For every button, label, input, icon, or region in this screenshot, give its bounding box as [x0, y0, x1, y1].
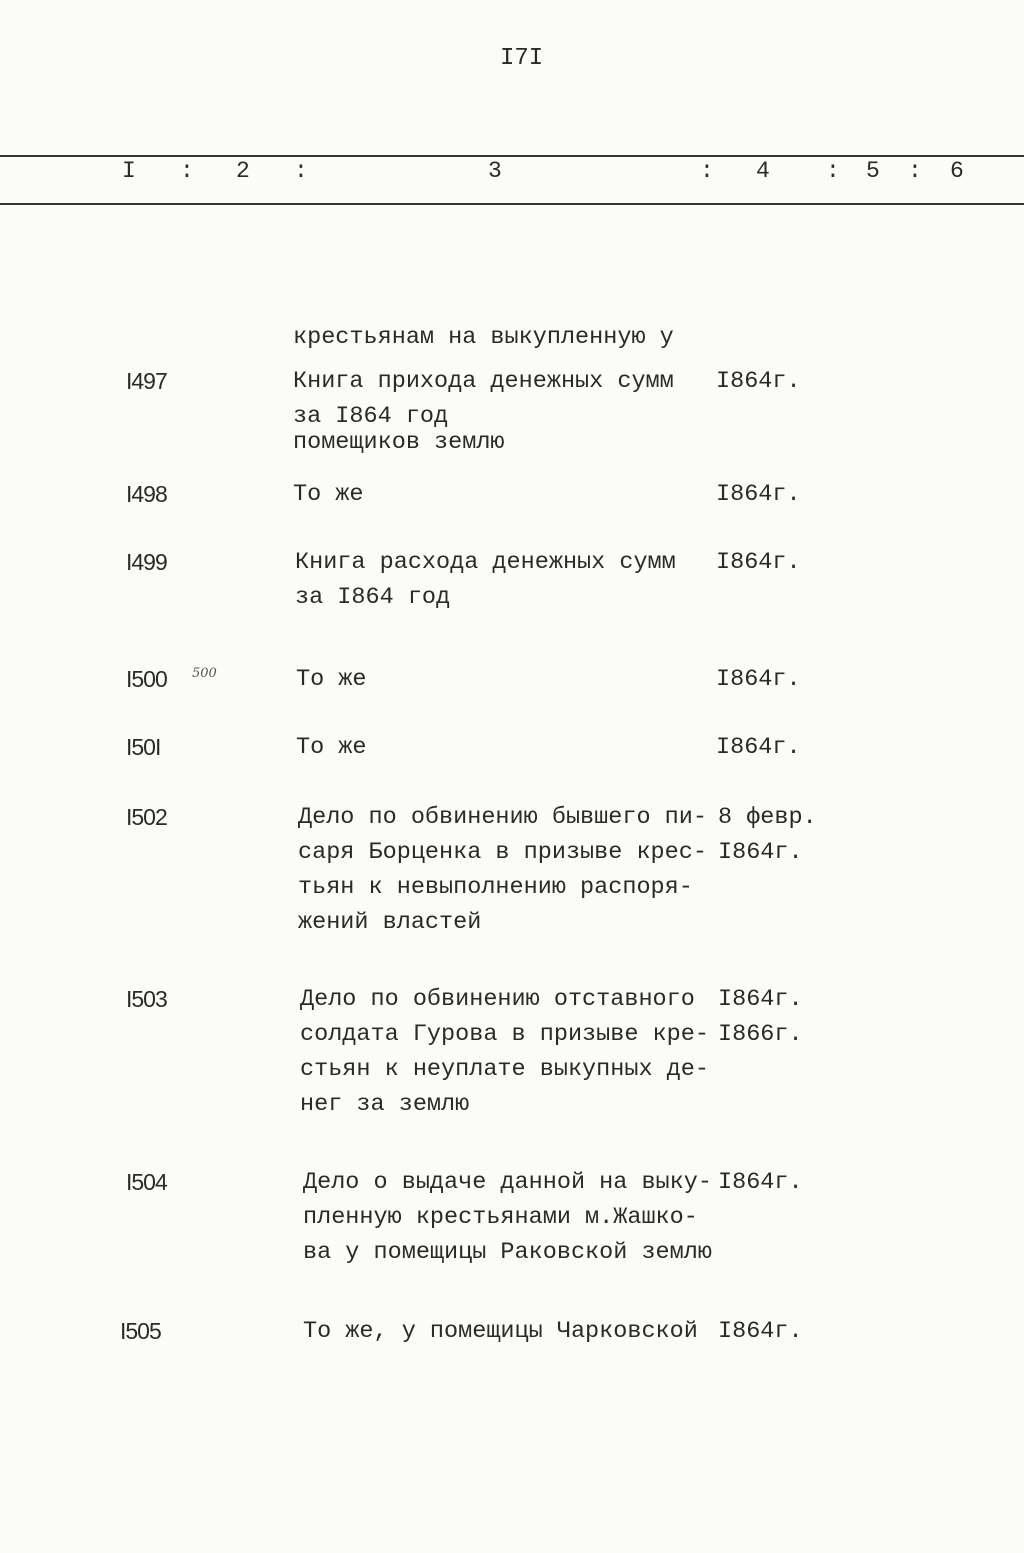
- date-line: I864г.: [718, 1169, 803, 1196]
- entry-number: I499: [126, 549, 167, 575]
- description-line: нег за землю: [300, 1091, 470, 1118]
- date-line: I864г.: [716, 481, 801, 508]
- entry-number: I498: [126, 481, 167, 507]
- entry-number: I502: [126, 804, 167, 830]
- entry-dates: [718, 800, 817, 870]
- entry-dates: [716, 545, 801, 580]
- date-line: 8 февр.: [718, 804, 817, 831]
- description-line: Дело по обвинению отставного: [300, 986, 695, 1013]
- description-line: солдата Гурова в призыве кре-: [300, 1021, 709, 1048]
- entry-description: [300, 982, 709, 1122]
- date-line: I864г.: [718, 839, 803, 866]
- entry-dates: [716, 364, 801, 399]
- description-line: То же: [296, 666, 367, 693]
- column-separator: :: [908, 158, 922, 184]
- column-header-6: 6: [950, 158, 964, 184]
- description-line: тьян к невыполнению распоря-: [298, 874, 693, 901]
- date-line: I864г.: [716, 368, 801, 395]
- entry-description: [296, 662, 367, 697]
- column-header-2: 2: [236, 158, 250, 184]
- column-separator: :: [700, 158, 714, 184]
- date-line: I864г.: [716, 734, 801, 761]
- entry-description: [296, 730, 367, 765]
- handwritten-note: 500: [192, 666, 217, 681]
- entry-dates: [718, 1165, 803, 1200]
- entry-number: I50I: [126, 734, 161, 760]
- table-header-bottom-rule: [0, 203, 1024, 205]
- description-line: То же: [296, 734, 367, 761]
- description-line: помещиков землю: [293, 429, 505, 456]
- entry-dates: [718, 1314, 803, 1349]
- description-line: за I864 год: [295, 584, 451, 611]
- entry-number: I503: [126, 986, 167, 1012]
- date-line: I864г.: [716, 549, 801, 576]
- entry-description: [303, 1314, 698, 1349]
- entry-number: I497: [126, 368, 167, 394]
- description-line: То же, у помещицы Чарковской: [303, 1318, 698, 1345]
- entry-number: I504: [126, 1169, 167, 1195]
- entry-description: [298, 800, 707, 940]
- description-line: жений властей: [298, 909, 482, 936]
- description-line: То же: [293, 481, 364, 508]
- description-line: ва у помещицы Раковской землю: [303, 1239, 712, 1266]
- description-line: крестьянам на выкупленную у: [293, 324, 674, 351]
- column-separator: :: [294, 158, 308, 184]
- description-line: пленную крестьянами м.Жашко-: [303, 1204, 698, 1231]
- column-separator: :: [826, 158, 840, 184]
- description-line: за I864 год: [293, 403, 449, 430]
- column-header-4: 4: [756, 158, 770, 184]
- table-header-top-rule: [0, 155, 1024, 157]
- date-line: I864г.: [716, 666, 801, 693]
- description-line: стьян к неуплате выкупных де-: [300, 1056, 709, 1083]
- entry-number: I505: [120, 1318, 161, 1344]
- date-line: I864г.: [718, 986, 803, 1013]
- column-header-3: 3: [488, 158, 502, 184]
- entry-description: [293, 477, 364, 512]
- entry-dates: [716, 662, 801, 697]
- entry-dates: [718, 982, 803, 1052]
- column-separator: :: [180, 158, 194, 184]
- entry-description: [293, 364, 674, 434]
- entry-dates: [716, 730, 801, 765]
- description-line: саря Борценка в призыве крес-: [298, 839, 707, 866]
- entry-description: [303, 1165, 712, 1270]
- entry-number: I500: [126, 666, 167, 692]
- description-line: Дело по обвинению бывшего пи-: [298, 804, 707, 831]
- description-line: Книга прихода денежных сумм: [293, 368, 674, 395]
- entry-description: [295, 545, 676, 615]
- description-line: Книга расхода денежных сумм: [295, 549, 676, 576]
- column-header-1: I: [122, 158, 136, 184]
- date-line: I864г.: [718, 1318, 803, 1345]
- entry-dates: [716, 477, 801, 512]
- description-line: Дело о выдаче данной на выку-: [303, 1169, 712, 1196]
- column-header-5: 5: [866, 158, 880, 184]
- date-line: I866г.: [718, 1021, 803, 1048]
- page-number: I7I: [500, 45, 544, 72]
